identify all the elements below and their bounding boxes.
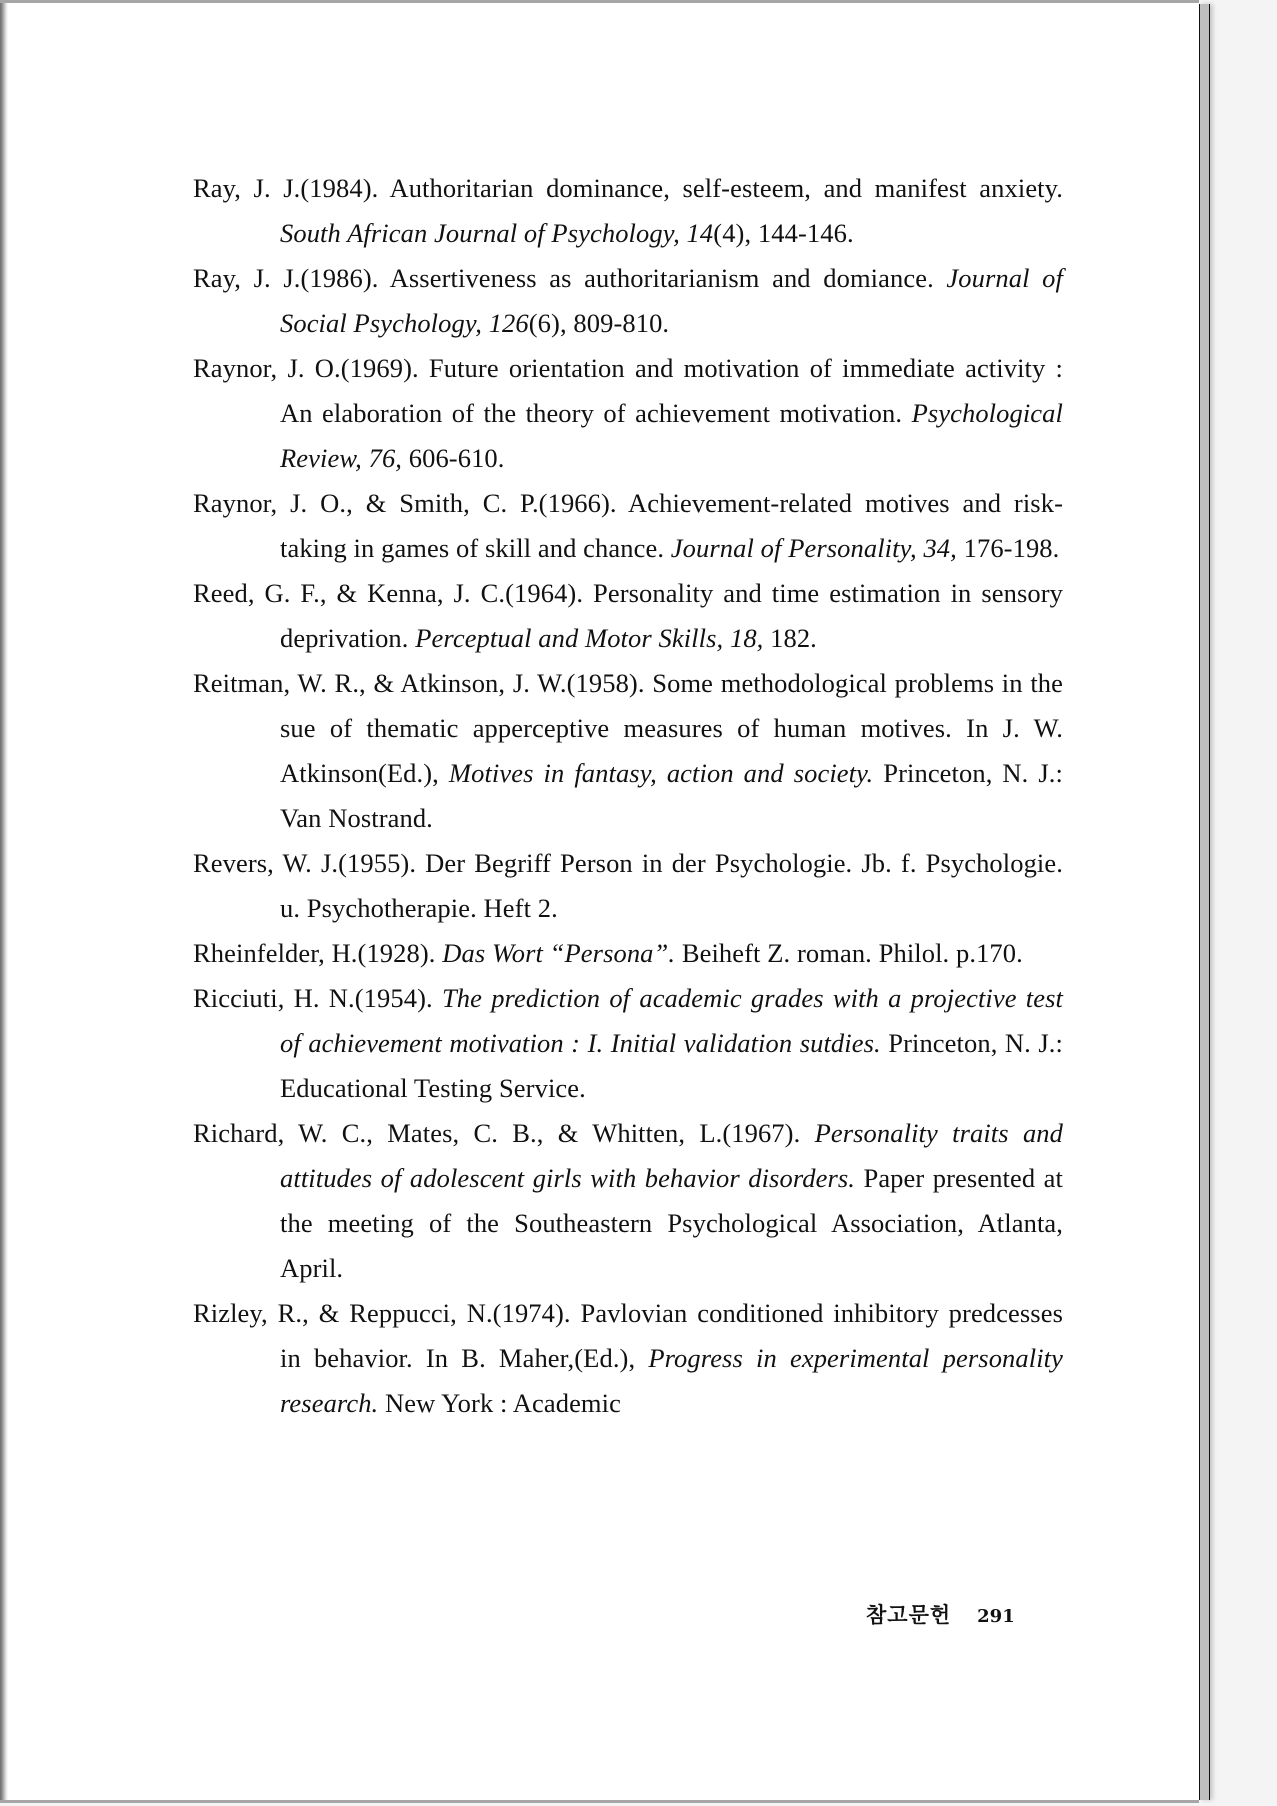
reference-text: Reed, G. F., & Kenna, J. C.(1964). Personality and time estimation in sensory deprivation.: [193, 578, 1063, 653]
reference-tail: 606-610.: [402, 443, 505, 473]
reference-text: Ricciuti, H. N.(1954).: [193, 983, 442, 1013]
reference-text: Ray, J. J.(1986). Assertiveness as authoritarianism and domiance.: [193, 263, 947, 293]
reference-entry: [193, 481, 1063, 571]
reference-entry: [193, 1111, 1063, 1291]
reference-text: Revers, W. J.(1955). Der Begriff Person in der Psychologie. Jb. f. Psychologie. u. Psychotherapie. Heft 2.: [193, 848, 1063, 923]
reference-text: Richard, W. C., Mates, C. B., & Whitten, L.(1967).: [193, 1118, 815, 1148]
reference-tail: 182.: [763, 623, 817, 653]
reference-source-italic: Progress in experimental personality research.: [280, 1343, 1063, 1418]
reference-entry: [193, 1291, 1063, 1426]
reference-text: Reitman, W. R., & Atkinson, J. W.(1958). Some methodological problems in the sue of thematic apperceptive measures of human motives. In J. W. Atkinson(Ed.),: [193, 668, 1063, 788]
reference-entry: [193, 841, 1063, 931]
reference-tail: (4), 144-146.: [713, 218, 854, 248]
reference-entry: [193, 976, 1063, 1111]
reference-tail: (6), 809-810.: [528, 308, 670, 338]
section-title: 참고문헌: [866, 1603, 952, 1627]
reference-tail: Princeton, N. J.: Educational Testing Service.: [280, 1028, 1063, 1103]
reference-tail: Princeton, N. J.: Van Nostrand.: [280, 758, 1063, 833]
reference-tail: New York : Academic: [378, 1388, 621, 1418]
reference-source-italic: Psychological Review, 76,: [280, 398, 1063, 473]
reference-entry: [193, 571, 1063, 661]
reference-text: Rizley, R., & Reppucci, N.(1974). Pavlovian conditioned inhibitory predcesses in behavior. In B. Maher,(Ed.),: [193, 1298, 1063, 1373]
reference-source-italic: Journal of Social Psychology, 126: [280, 263, 1063, 338]
reference-source-italic: South African Journal of Psychology, 14: [280, 218, 714, 248]
reference-text: Rheinfelder, H.(1928).: [193, 938, 443, 968]
reference-entry: [193, 166, 1063, 256]
reference-entry: [193, 256, 1063, 346]
reference-entry: [193, 346, 1063, 481]
page-right-edge: [1199, 4, 1210, 1800]
reference-source-italic: Das Wort “Persona”.: [442, 938, 676, 968]
reference-text: Raynor, J. O.(1969). Future orientation and motivation of immediate activity : An elaboration of the theory of achievement motivation.: [193, 353, 1063, 428]
reference-source-italic: Journal of Personality, 34,: [670, 533, 957, 563]
reference-tail: Paper presented at the meeting of the Southeastern Psychological Association, Atlanta, April.: [280, 1163, 1064, 1283]
reference-list: [193, 166, 1063, 1426]
reference-source-italic: Motives in fantasy, action and society.: [448, 758, 874, 788]
reference-source-italic: Perceptual and Motor Skills, 18,: [415, 623, 764, 653]
reference-entry: [193, 931, 1063, 976]
reference-tail: Beiheft Z. roman. Philol. p.170.: [675, 938, 1023, 968]
reference-entry: [193, 661, 1063, 841]
reference-text: Raynor, J. O., & Smith, C. P.(1966). Achievement-related motives and risk-taking in games of skill and chance.: [193, 488, 1063, 563]
page-number: 291: [977, 1606, 1015, 1627]
reference-text: Ray, J. J.(1984). Authoritarian dominance, self-esteem, and manifest anxiety.: [193, 173, 1063, 203]
reference-source-italic: The prediction of academic grades with a projective test of achievement motivation : I. Initial validation sutdies.: [280, 983, 1063, 1058]
page-footer: [866, 1599, 1015, 1629]
page-left-border: [0, 3, 8, 1800]
reference-source-italic: Personality traits and attitudes of adolescent girls with behavior disorders.: [280, 1118, 1063, 1193]
reference-tail: 176-198.: [956, 533, 1060, 563]
